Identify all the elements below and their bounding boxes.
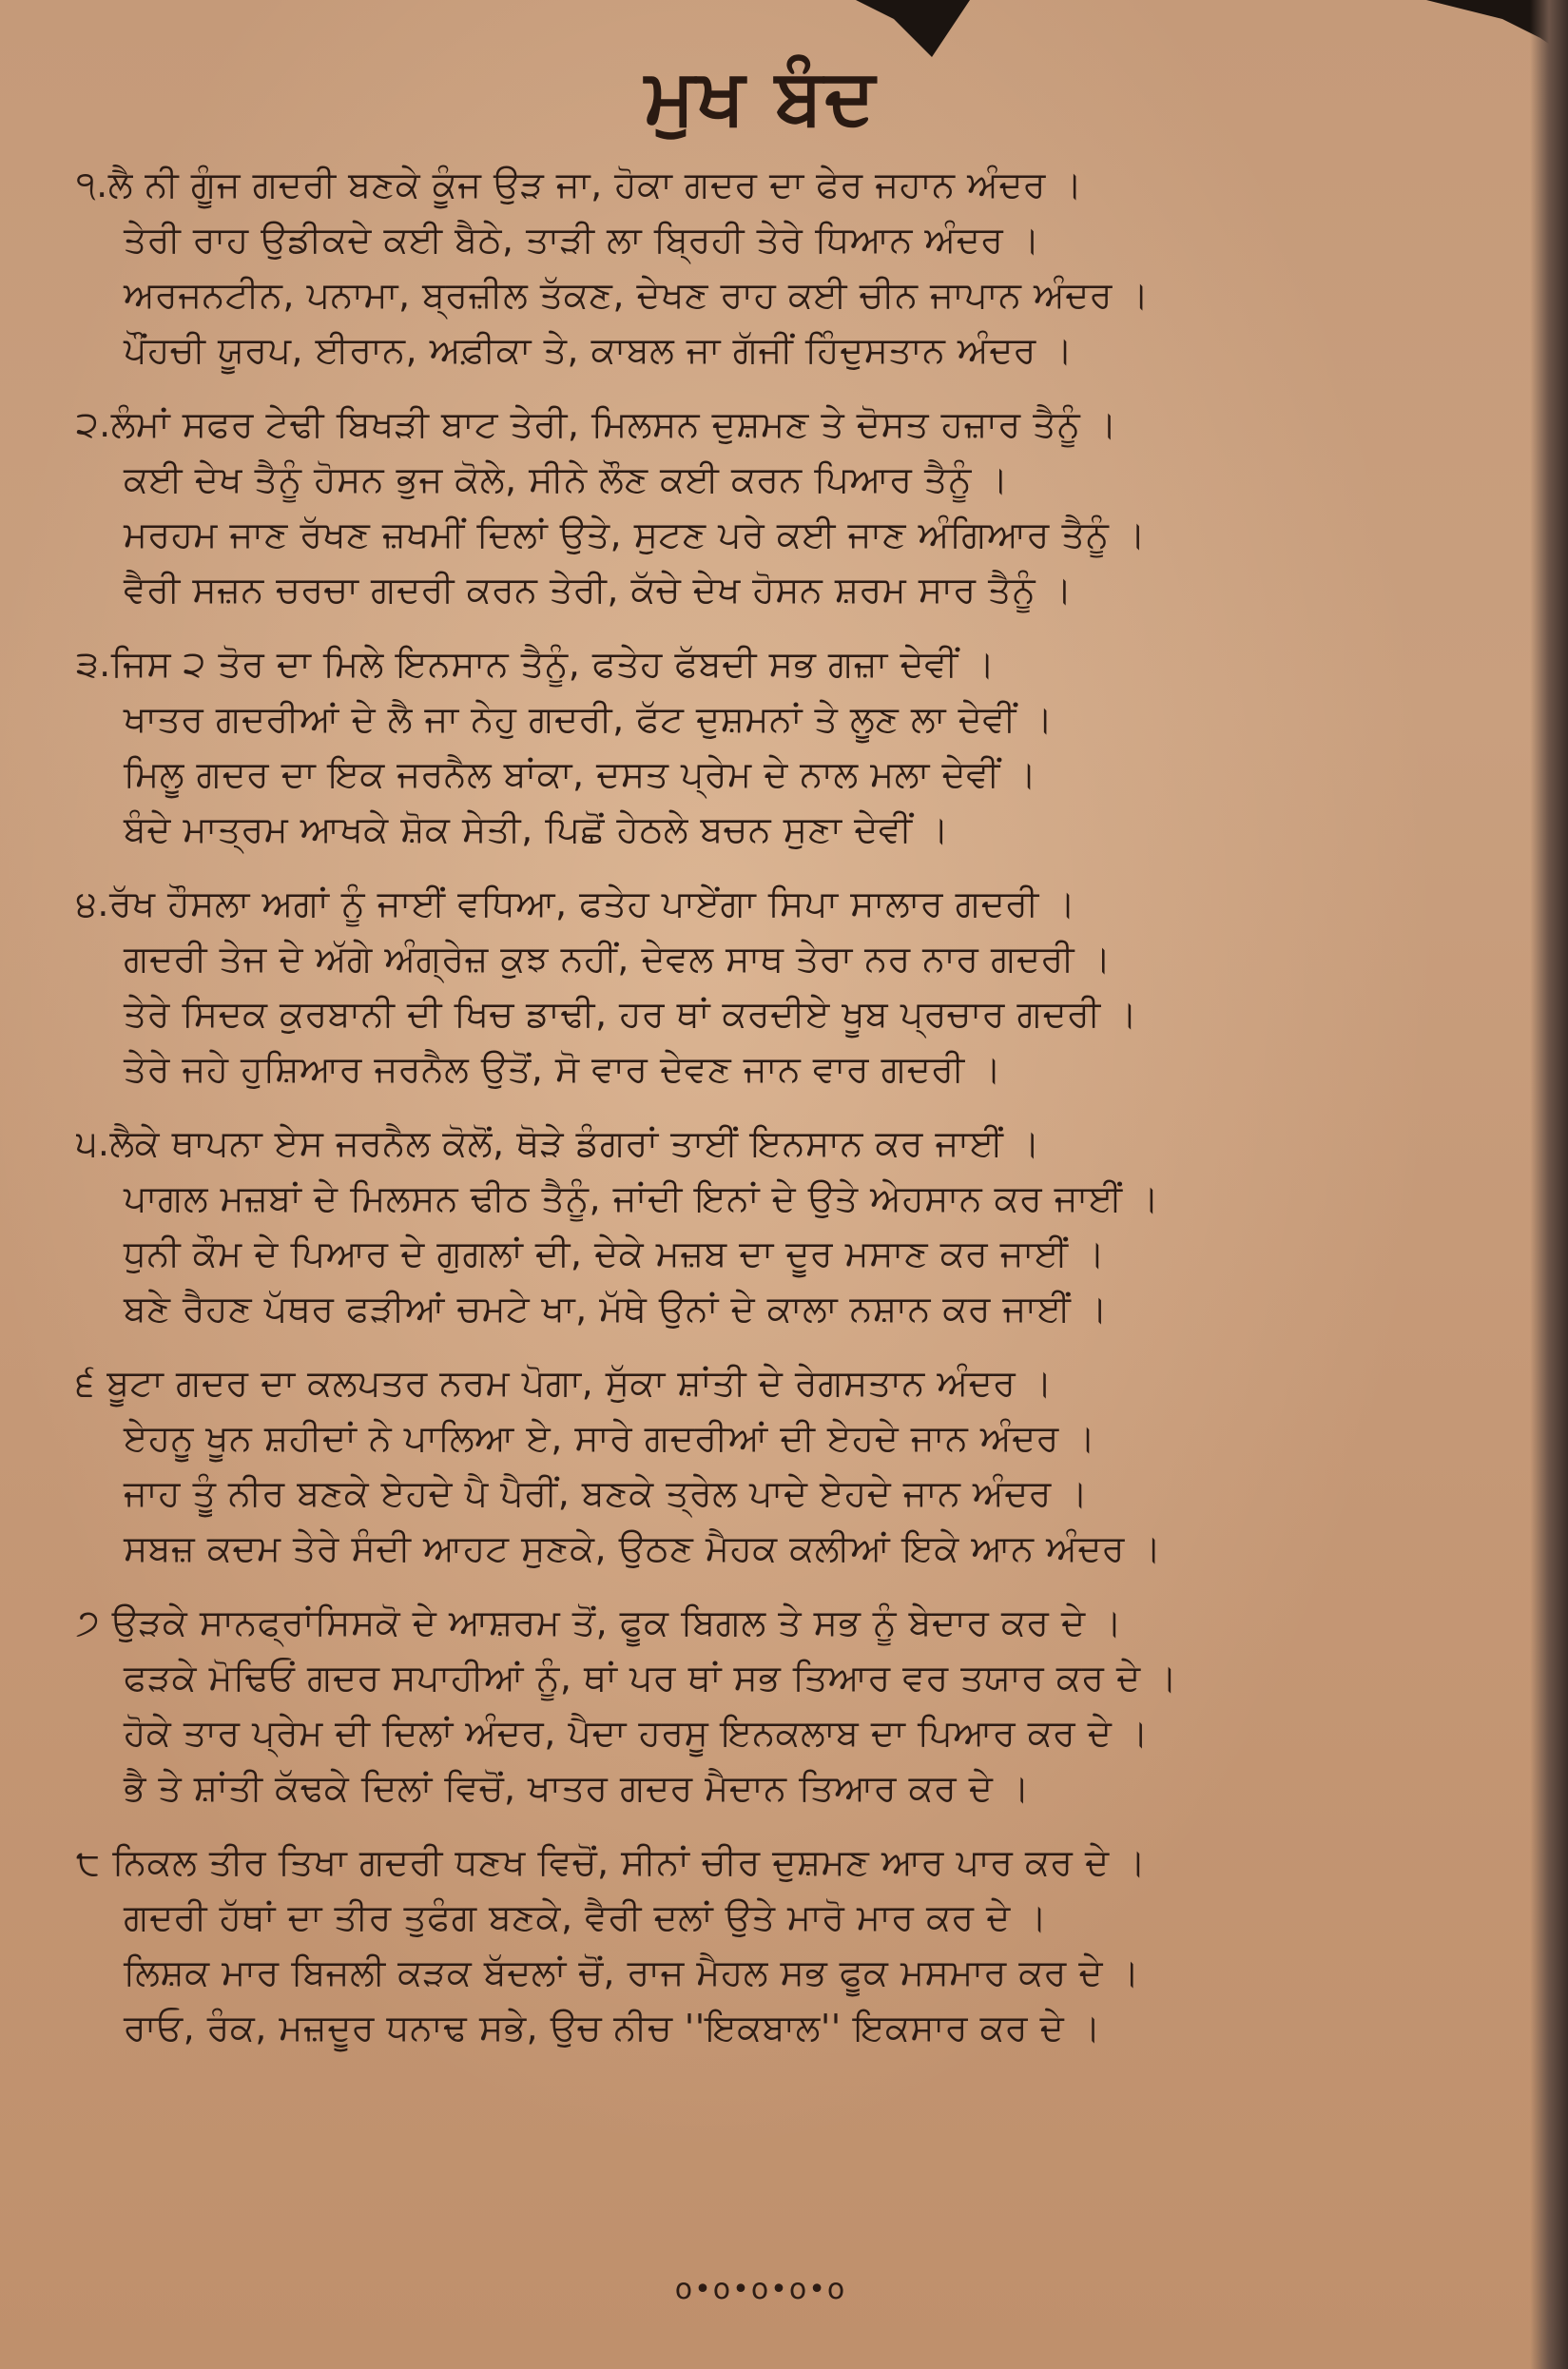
poem-line: ਤੇਰੇ ਸਿਦਕ ਕੁਰਬਾਨੀ ਦੀ ਖਿਚ ਡਾਢੀ, ਹਰ ਥਾਂ ਕਰਦੀਏ ਖੂਬ ਪ੍ਰਚਾਰ ਗਦਰੀ ।: [124, 993, 1138, 1035]
stanza-7: [76, 1595, 1455, 1816]
stanza-1: [76, 157, 1455, 378]
decorative-footer-ornament: o•o•o•o•o: [674, 2273, 847, 2306]
poem-line: ੧.ਲੈ ਨੀ ਗੂੰਜ ਗਦਰੀ ਬਣਕੇ ਕੂੰਜ ਉੜ ਜਾ, ਹੋਕਾ ਗਦਰ ਦਾ ਫੇਰ ਜਹਾਨ ਅੰਦਰ ।: [76, 164, 1083, 205]
poem-line: ਜਾਹ ਤੂੰ ਨੀਰ ਬਣਕੇ ਏਹਦੇ ਪੈ ਪੈਰੀਂ, ਬਣਕੇ ਤ੍ਰੇਲ ਪਾਦੇ ਏਹਦੇ ਜਾਨ ਅੰਦਰ ।: [124, 1472, 1089, 1514]
poem-line: ਅਰਜਨਟੀਨ, ਪਨਾਮਾ, ਬ੍ਰਜ਼ੀਲ ਤੱਕਣ, ਦੇਖਣ ਰਾਹ ਕਈ ਚੀਨ ਜਾਪਾਨ ਅੰਦਰ ।: [124, 274, 1150, 316]
poem-line: ਵੈਰੀ ਸਜ਼ਨ ਚਰਚਾ ਗਦਰੀ ਕਰਨ ਤੇਰੀ, ਕੱਚੇ ਦੇਖ ਹੋਸਨ ਸ਼ਰਮ ਸਾਰ ਤੈਨੂੰ ।: [124, 569, 1073, 611]
stanza-8: [76, 1835, 1455, 2055]
poem-line: ਪੌਂਹਚੀ ਯੂਰਪ, ਈਰਾਨ, ਅਫ਼ੀਕਾ ਤੇ, ਕਾਬਲ ਜਾ ਗੱਜੀਂ ਹਿੰਦੁਸਤਾਨ ਅੰਦਰ ।: [124, 329, 1074, 371]
poem-line: ੫.ਲੈਕੇ ਥਾਪਨਾ ਏਸ ਜਰਨੈਲ ਕੋਲੋਂ, ਥੋੜੇ ਡੰਗਰਾਂ ਤਾਈਂ ਇਨਸਾਨ ਕਰ ਜਾਈਂ ।: [76, 1122, 1041, 1164]
poem-line: ਖਾਤਰ ਗਦਰੀਆਂ ਦੇ ਲੈ ਜਾ ਨੇਹੁ ਗਦਰੀ, ਫੱਟ ਦੁਸ਼ਮਨਾਂ ਤੇ ਲੂਣ ਲਾ ਦੇਵੀਂ ।: [124, 698, 1054, 740]
poem-line: ਧੁਨੀ ਕੌਮ ਦੇ ਪਿਆਰ ਦੇ ਗੁਗਲਾਂ ਦੀ, ਦੇਕੇ ਮਜ਼ਬ ਦਾ ਦੂਰ ਮਸਾਣ ਕਰ ਜਾਈਂ ।: [124, 1233, 1106, 1274]
poem-line: ਕਈ ਦੇਖ ਤੈਨੂੰ ਹੋਸਨ ਭੁਜ ਕੋਲੇ, ਸੀਨੇ ਲੌਣ ਕਈ ਕਰਨ ਪਿਆਰ ਤੈਨੂੰ ।: [124, 458, 1009, 500]
poem-line: ੭ ਉੜਕੇ ਸਾਨਫ੍ਰਾਂਸਿਸਕੋ ਦੇ ਆਸ਼ਰਮ ਤੋਂ, ਫੂਕ ਬਿਗਲ ਤੇ ਸਭ ਨੂੰ ਬੇਦਾਰ ਕਰ ਦੇ ।: [76, 1602, 1123, 1643]
stanza-5: [76, 1116, 1455, 1336]
poem-line: ਫੜਕੇ ਮੋਢਿਓਂ ਗਦਰ ਸਪਾਹੀਆਂ ਨੂੰ, ਥਾਂ ਪਰ ਥਾਂ ਸਭ ਤਿਆਰ ਵਰ ਤਯਾਰ ਕਰ ਦੇ ।: [124, 1657, 1178, 1699]
poem-line: ਬੰਦੇ ਮਾਤ੍ਰਮ ਆਖਕੇ ਸ਼ੋਕ ਸੇਤੀ, ਪਿਛੋਂ ਹੇਠਲੇ ਬਚਨ ਸੁਣਾ ਦੇਵੀਂ ।: [124, 808, 950, 850]
poem-body: [76, 157, 1455, 2074]
page-title: ਮੁਖ ਬੰਦ: [644, 52, 878, 141]
page-edge-shadow: [1530, 0, 1568, 2369]
poem-line: ਲਿਸ਼ਕ ਮਾਰ ਬਿਜਲੀ ਕੜਕ ਬੱਦਲਾਂ ਚੋਂ, ਰਾਜ ਮੈਹਲ ਸਭ ਫੂਕ ਮਸਮਾਰ ਕਰ ਦੇ ।: [124, 1952, 1140, 1993]
poem-line: ਮਿਲੂ ਗਦਰ ਦਾ ਇਕ ਜਰਨੈਲ ਬਾਂਕਾ, ਦਸਤ ਪ੍ਰੇਮ ਦੇ ਨਾਲ ਮਲਾ ਦੇਵੀਂ ।: [124, 753, 1037, 795]
poem-line: ਬਣੇ ਰੈਹਣ ਪੱਥਰ ਫੜੀਆਂ ਚਮਟੇ ਖਾ, ਮੱਥੇ ਉਨਾਂ ਦੇ ਕਾਲਾ ਨਸ਼ਾਨ ਕਰ ਜਾਈਂ ।: [124, 1288, 1109, 1330]
stanza-6: [76, 1355, 1455, 1576]
poem-line: ਹੋਕੇ ਤਾਰ ਪ੍ਰੇਮ ਦੀ ਦਿਲਾਂ ਅੰਦਰ, ਪੈਦਾ ਹਰਸੂ ਇਨਕਲਾਬ ਦਾ ਪਿਆਰ ਕਰ ਦੇ ।: [124, 1712, 1150, 1754]
poem-line: ਗਦਰੀ ਹੱਥਾਂ ਦਾ ਤੀਰ ਤੁਫੰਗ ਬਣਕੇ, ਵੈਰੀ ਦਲਾਂ ਉਤੇ ਮਾਰੋ ਮਾਰ ਕਰ ਦੇ ।: [124, 1896, 1048, 1938]
poem-line: ਪਾਗਲ ਮਜ਼ਬਾਂ ਦੇ ਮਿਲਸਨ ਢੀਠ ਤੈਨੂੰ, ਜਾਂਦੀ ਇਨਾਂ ਦੇ ਉਤੇ ਅੇਹਸਾਨ ਕਰ ਜਾਈਂ ।: [124, 1177, 1160, 1219]
poem-line: ਰਾਓ, ਰੰਕ, ਮਜ਼ਦੂਰ ਧਨਾਢ ਸਭੇ, ਉਚ ਨੀਚ ''ਇਕਬਾਲ'' ਇਕਸਾਰ ਕਰ ਦੇ ।: [124, 2007, 1101, 2049]
stanza-4: [76, 876, 1455, 1097]
poem-line: ਭੈ ਤੇ ਸ਼ਾਂਤੀ ਕੱਢਕੇ ਦਿਲਾਂ ਵਿਚੋਂ, ਖਾਤਰ ਗਦਰ ਮੈਦਾਨ ਤਿਆਰ ਕਰ ਦੇ ।: [124, 1767, 1031, 1809]
stanza-3: [76, 636, 1455, 857]
poem-line: ਮਰਹਮ ਜਾਣ ਰੱਖਣ ਜ਼ਖਮੀਂ ਦਿਲਾਂ ਉਤੇ, ਸੁਟਣ ਪਰੇ ਕਈ ਜਾਣ ਅੰਗਿਆਰ ਤੈਨੂੰ ।: [124, 514, 1147, 555]
stanza-2: [76, 397, 1455, 617]
poem-line: ੬ ਬੂਟਾ ਗਦਰ ਦਾ ਕਲਪਤਰ ਨਰਮ ਪੋਗਾ, ਸੁੱਕਾ ਸ਼ਾਂਤੀ ਦੇ ਰੇਗਸਤਾਨ ਅੰਦਰ ।: [76, 1362, 1053, 1404]
poem-line: ੩.ਜਿਸ ੨ ਤੋਰ ਦਾ ਮਿਲੇ ਇਨਸਾਨ ਤੈਨੂੰ, ਫਤੇਹ ਫੱਬਦੀ ਸਭ ਗਜ਼ਾ ਦੇਵੀਂ ।: [76, 643, 996, 685]
poem-line: ਤੇਰੇ ਜਹੇ ਹੁਸ਼ਿਆਰ ਜਰਨੈਲ ਉਤੋਂ, ਸੋ ਵਾਰ ਦੇਵਣ ਜਾਨ ਵਾਰ ਗਦਰੀ ।: [124, 1048, 1002, 1090]
poem-line: ਸਬਜ਼ ਕਦਮ ਤੇਰੇ ਸੰਦੀ ਆਹਟ ਸੁਣਕੇ, ਉਠਣ ਮੈਹਕ ਕਲੀਆਂ ਇਕੇ ਆਨ ਅੰਦਰ ।: [124, 1527, 1162, 1569]
poem-line: ਏਹਨੂ ਖੂਨ ਸ਼ਹੀਦਾਂ ਨੇ ਪਾਲਿਆ ਏ, ਸਾਰੇ ਗਦਰੀਆਂ ਦੀ ਏਹਦੇ ਜਾਨ ਅੰਦਰ ।: [124, 1417, 1096, 1459]
poem-line: ੪.ਰੱਖ ਹੌਸਲਾ ਅਗਾਂ ਨੂੰ ਜਾਈਂ ਵਧਿਆ, ਫਤੇਹ ਪਾਏਂਗਾ ਸਿਪਾ ਸਾਲਾਰ ਗਦਰੀ ।: [76, 883, 1076, 924]
poem-line: ਗਦਰੀ ਤੇਜ ਦੇ ਅੱਗੇ ਅੰਗ੍ਰੇਜ਼ ਕੁਝ ਨਹੀਂ, ਦੇਵਲ ਸਾਥ ਤੇਰਾ ਨਰ ਨਾਰ ਗਦਰੀ ।: [124, 938, 1112, 980]
poem-line: ਤੇਰੀ ਰਾਹ ਉਡੀਕਦੇ ਕਈ ਬੈਠੇ, ਤਾੜੀ ਲਾ ਬ੍ਰਿਹੀ ਤੇਰੇ ਧਿਆਨ ਅੰਦਰ ।: [124, 219, 1041, 261]
poem-line: ੮ ਨਿਕਲ ਤੀਰ ਤਿਖਾ ਗਦਰੀ ਧਣਖ ਵਿਚੋਂ, ਸੀਨਾਂ ਚੀਰ ਦੁਸ਼ਮਣ ਆਰ ਪਾਰ ਕਰ ਦੇ ।: [76, 1841, 1147, 1883]
poem-line: ੨.ਲੰਮਾਂ ਸਫਰ ਟੇਢੀ ਬਿਖੜੀ ਬਾਟ ਤੇਰੀ, ਮਿਲਸਨ ਦੁਸ਼ਮਣ ਤੇ ਦੋਸਤ ਹਜ਼ਾਰ ਤੈਨੂੰ ।: [76, 403, 1117, 445]
